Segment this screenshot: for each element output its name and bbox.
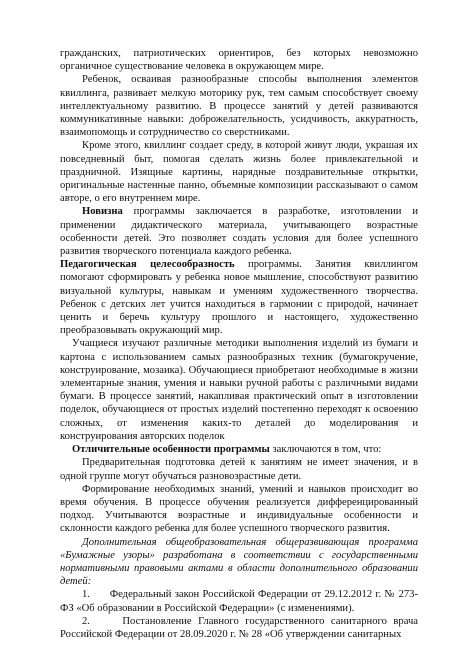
paragraph-program-basis: Дополнительная общеобразовательная общеразвивающая программа «Бумажные узоры» разработана в соответствии с государственными нормативными правовыми актами в области дополнительного образовании детей: xyxy=(60,536,418,588)
paragraph-pedagogical xyxy=(60,258,418,337)
paragraph-students: Учащиеся изучают различные методики выполнения изделий из бумаги и картона с использованием самых разнообразных техник (бумагокручение, конструирование, мозаика). Обучающиеся приобретают необходимые в жизни элементарные знания, умения и навыки ручной работы с различными видами бумаги. В процессе занятий, накапливая практический опыт в изготовлении поделок, обучающиеся от простых изделий постепенно переходят к освоению сложных, от изменения каких-то деталей до моделирования и конструирования авторских поделок xyxy=(60,338,418,442)
distinctive-heading: Отличительные особенности программы xyxy=(72,444,270,456)
paragraph-formation: Формирование необходимых знаний, умений и навыков происходит во время обучения. В процессе обучения реализуется дифференцированный подход. Учитываются возрастные и индивидуальные особенности и склонности каждого ребенка для более успешного творческого развития. xyxy=(60,483,418,535)
paragraph-quilling-skills: Ребенок, осваивая разнообразные способы выполнения элементов квиллинга, развивает мелкую моторику рук, тем самым способствует своему интеллектуальному развитию. В процессе занятий у детей развиваются коммуникативные навыки: доброжелательность, усидчивость, аккуратность, взаимопомощь и сотрудничество со сверстниками. xyxy=(60,74,418,139)
paragraph-preparation: Предварительная подготовка детей к занятиям не имеет значения, и в одной группе могут обучаться разновозрастные дети. xyxy=(60,457,418,482)
distinctive-text: заключаются в том, что: xyxy=(269,444,382,456)
novelty-text: программы заключается в разработке, изготовлении и применении дидактического материала, учитывающего возрастные особенности детей. Это позволяет создать условия для более успешного развития творческого потенциала каждого ребенка. xyxy=(60,206,418,258)
list-item-federal-law: 1. Федеральный закон Российской Федерации от 29.12.2012 г. № 273-ФЗ «Об образовании в Российской Федерации» (с изменениями). xyxy=(60,589,418,614)
novelty-heading: Новизна xyxy=(82,206,123,218)
paragraph-novelty xyxy=(60,205,418,258)
pedagogical-text: программы. Занятия квиллингом помогают сформировать у ребенка новое мышление, способствуют развитию визуальной культуры, навыкам и умениям художественного творчества. Ребенок с детских лет учится находиться в гармонии с природой, начинает ценить и беречь культуру прошлого и настоящего, художественно преобразовывать окружающий мир. xyxy=(60,259,418,337)
paragraph-quilling-environment: Кроме этого, квиллинг создает среду, в которой живут люди, украшая их повседневный быт, помогая сделать жизнь более привлекательной и праздничной. Изящные картины, нарядные поздравительные открытки, оригинальные настенные панно, объемные композиции рассказывают о самом авторе, о его внутреннем мире. xyxy=(60,140,418,205)
paragraph-intro-tail: гражданских, патриотических ориентиров, без которых невозможно органичное существование человека в окружающем мире. xyxy=(60,48,418,73)
paragraph-distinctive xyxy=(60,443,418,456)
pedagogical-heading: Педагогическая целесообразность xyxy=(60,259,235,271)
list-item-sanitary-decree: 2. Постановление Главного государственного санитарного врача Российской Федерации от 28.09.2020 г. № 28 «Об утверждении санитарных xyxy=(60,615,418,640)
